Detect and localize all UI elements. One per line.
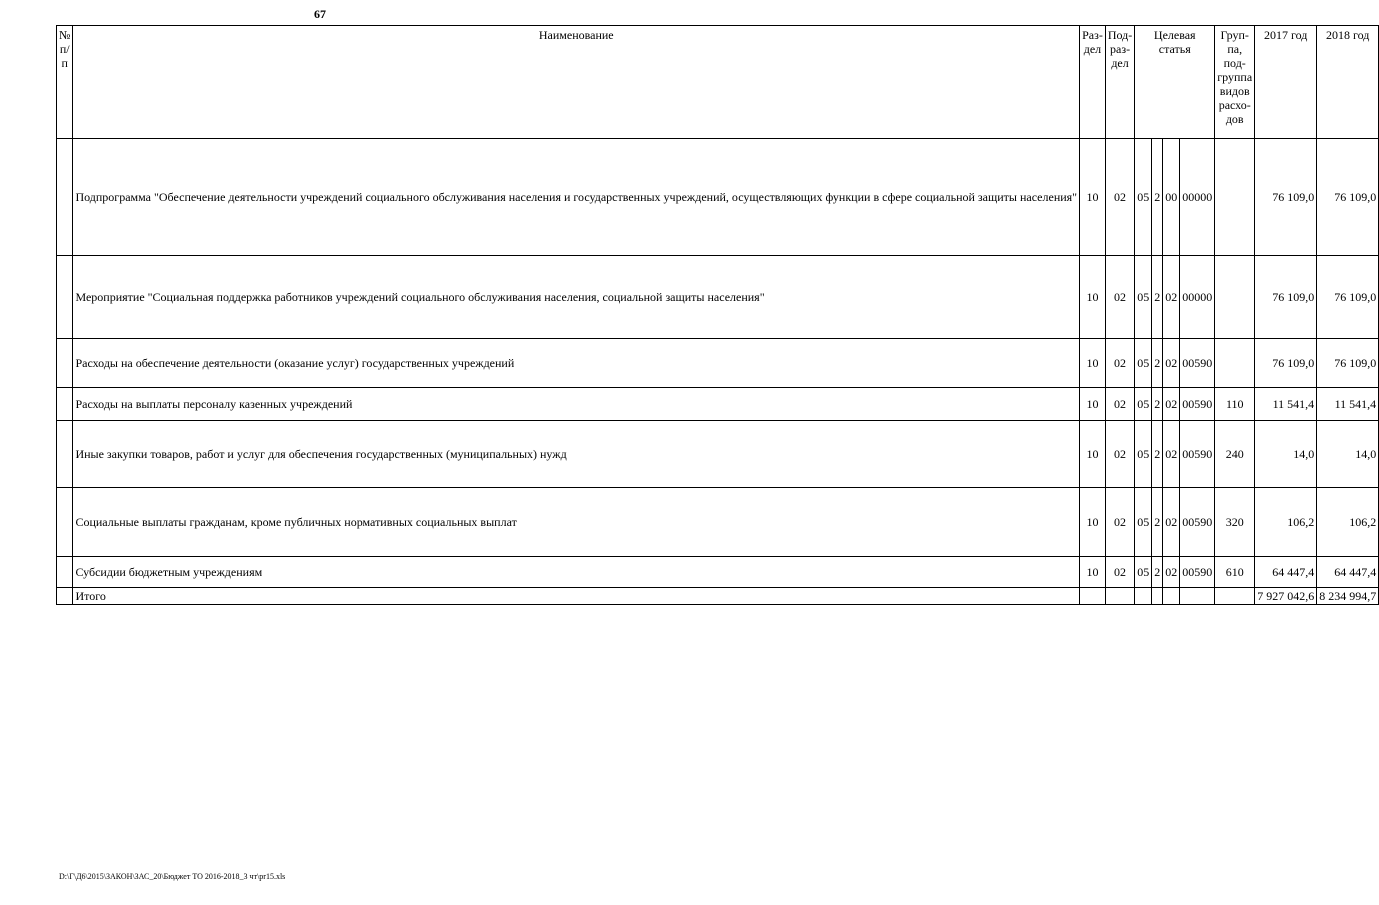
row-cs-subprogram: 2 [1152,388,1163,421]
row-num [57,339,73,388]
row-razdel: 10 [1080,339,1106,388]
row-cs-event: 02 [1163,557,1180,588]
row-razdel: 10 [1080,421,1106,488]
row-cs-direction: 00590 [1180,488,1215,557]
row-2017: 106,2 [1255,488,1317,557]
row-cs-program: 05 [1135,256,1152,339]
row-cs-program: 05 [1135,557,1152,588]
row-cs-subprogram: 2 [1152,421,1163,488]
row-2017: 14,0 [1255,421,1317,488]
row-cs-direction: 00590 [1180,339,1215,388]
row-group: 110 [1215,388,1255,421]
row-num [57,421,73,488]
table-row [57,421,1379,488]
row-name: Мероприятие "Социальная поддержка работников учреждений социального обслуживания населения, социальной защиты населения" [73,256,1080,339]
row-cs-program: 05 [1135,488,1152,557]
row-cs-program: 05 [1135,421,1152,488]
row-2018: 11 541,4 [1317,388,1379,421]
row-cs-program: 05 [1135,339,1152,388]
row-razdel: 10 [1080,256,1106,339]
row-group: 240 [1215,421,1255,488]
row-2018: 64 447,4 [1317,557,1379,588]
row-group [1215,256,1255,339]
row-2018: 76 109,0 [1317,139,1379,256]
row-name: Социальные выплаты гражданам, кроме публичных нормативных социальных выплат [73,488,1080,557]
row-cs-program: 05 [1135,388,1152,421]
total-empty-cell [1163,588,1180,605]
row-podrazdel: 02 [1105,421,1134,488]
page-number: 67 [314,7,326,21]
row-group [1215,139,1255,256]
header-2017: 2017 год [1255,26,1317,139]
row-podrazdel: 02 [1105,339,1134,388]
header-razdel: Раз-дел [1080,26,1106,139]
row-cs-direction: 00590 [1180,388,1215,421]
row-2017: 64 447,4 [1255,557,1317,588]
row-group [1215,339,1255,388]
row-cs-direction: 00590 [1180,421,1215,488]
row-name: Расходы на обеспечение деятельности (оказание услуг) государственных учреждений [73,339,1080,388]
row-name: Субсидии бюджетным учреждениям [73,557,1080,588]
total-2017: 7 927 042,6 [1255,588,1317,605]
header-num: № п/ п [57,26,73,139]
table-row [57,256,1379,339]
row-cs-event: 02 [1163,388,1180,421]
row-cs-event: 00 [1163,139,1180,256]
row-cs-event: 02 [1163,421,1180,488]
header-name: Наименование [73,26,1080,139]
total-row [57,588,1379,605]
total-empty-cell [1180,588,1215,605]
row-podrazdel: 02 [1105,256,1134,339]
row-razdel: 10 [1080,139,1106,256]
file-path-footer: D:\Г\Д6\2015\ЗАКОН\ЗАС_20\Бюджет ТО 2016-2018_3 чт\pr15.xls [59,872,286,881]
table-row [57,139,1379,256]
header-2018: 2018 год [1317,26,1379,139]
row-group: 610 [1215,557,1255,588]
budget-table [56,25,1379,605]
row-cs-direction: 00000 [1180,256,1215,339]
row-cs-direction: 00000 [1180,139,1215,256]
row-2017: 76 109,0 [1255,339,1317,388]
row-razdel: 10 [1080,388,1106,421]
row-2018: 76 109,0 [1317,256,1379,339]
row-2017: 76 109,0 [1255,139,1317,256]
total-empty-cell [1080,588,1106,605]
row-num [57,488,73,557]
header-group: Груп-па, под-группа видов расхо-дов [1215,26,1255,139]
total-empty-cell [1215,588,1255,605]
header-target-article: Целевая статья [1135,26,1215,139]
row-podrazdel: 02 [1105,557,1134,588]
row-podrazdel: 02 [1105,488,1134,557]
row-cs-subprogram: 2 [1152,139,1163,256]
row-razdel: 10 [1080,488,1106,557]
row-cs-direction: 00590 [1180,557,1215,588]
total-empty-cell [1135,588,1152,605]
total-num-cell [57,588,73,605]
table-row [57,339,1379,388]
row-cs-subprogram: 2 [1152,256,1163,339]
total-empty-cell [1152,588,1163,605]
row-num [57,139,73,256]
row-2018: 14,0 [1317,421,1379,488]
total-label: Итого [73,588,1080,605]
total-2018: 8 234 994,7 [1317,588,1379,605]
table-row [57,557,1379,588]
row-num [57,557,73,588]
row-group: 320 [1215,488,1255,557]
row-num [57,388,73,421]
row-2017: 11 541,4 [1255,388,1317,421]
header-row [57,26,1379,139]
row-razdel: 10 [1080,557,1106,588]
table-row [57,388,1379,421]
row-num [57,256,73,339]
row-2018: 76 109,0 [1317,339,1379,388]
row-podrazdel: 02 [1105,388,1134,421]
row-name: Расходы на выплаты персоналу казенных учреждений [73,388,1080,421]
total-empty-cell [1105,588,1134,605]
row-cs-program: 05 [1135,139,1152,256]
row-2018: 106,2 [1317,488,1379,557]
header-podrazdel: Под-раз-дел [1105,26,1134,139]
row-cs-event: 02 [1163,256,1180,339]
row-cs-event: 02 [1163,488,1180,557]
row-podrazdel: 02 [1105,139,1134,256]
row-name: Подпрограмма "Обеспечение деятельности учреждений социального обслуживания населения и государственных учреждений, осуществляющих функции в сфере социальной защиты населения" [73,139,1080,256]
table-row [57,488,1379,557]
row-cs-subprogram: 2 [1152,488,1163,557]
row-cs-event: 02 [1163,339,1180,388]
row-2017: 76 109,0 [1255,256,1317,339]
row-cs-subprogram: 2 [1152,557,1163,588]
row-name: Иные закупки товаров, работ и услуг для обеспечения государственных (муниципальных) нужд [73,421,1080,488]
row-cs-subprogram: 2 [1152,339,1163,388]
